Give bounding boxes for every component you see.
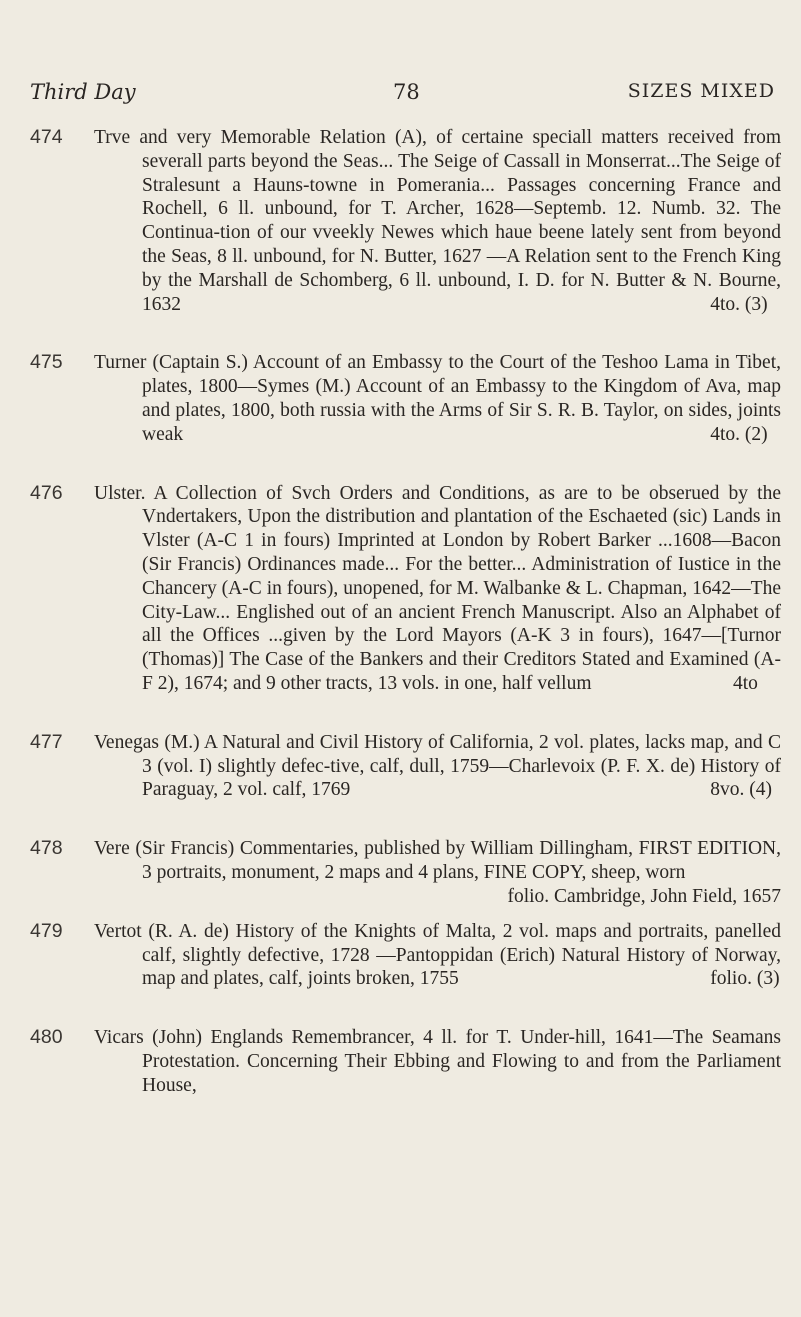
page-header bbox=[30, 80, 775, 112]
lot-text: Vere (Sir Francis) Commentaries, published by William Dillingham, FIRST EDITION, 3 portraits, monument, 2 maps and 4 plans, FINE COPY, sheep, worn bbox=[94, 838, 781, 883]
lot-format: 4to. (2) bbox=[710, 423, 768, 445]
lot-entry bbox=[30, 920, 781, 991]
lot-description bbox=[94, 731, 781, 802]
lot-entry bbox=[30, 482, 781, 696]
lot-entry bbox=[30, 126, 781, 316]
running-head-right: SIZES MIXED bbox=[627, 80, 775, 102]
lot-number: 478 bbox=[30, 837, 63, 860]
lot-number: 475 bbox=[30, 351, 63, 374]
lot-text: Trve and very Memorable Relation (A), of certaine speciall matters received from severall parts beyond the Seas... The Seige of Cassall in Monserrat...The Seige of Stralesunt a Hauns-towne in Pomerania... Passages concerning France and Rochell, 6 ll. unbound, for T. Archer, 1628—Septemb. 12. Numb. 32. The Continua-tion of our vveekly Newes which haue beene lately sent from beyond the Seas, 8 ll. unbound, for N. Butter, 1627 —A Relation sent to the French King by the Marshall de Schomberg, 6 ll. unbound, I. D. for N. Butter & N. Bourne, 1632 bbox=[94, 127, 781, 315]
lot-format: folio. (3) bbox=[710, 968, 780, 990]
lot-format: folio. Cambridge, John Field, 1657 bbox=[507, 885, 781, 907]
page-number: 78 bbox=[393, 80, 420, 104]
lot-entry bbox=[30, 837, 781, 907]
lot-number: 480 bbox=[30, 1026, 63, 1049]
lot-entry bbox=[30, 731, 781, 802]
lot-entry bbox=[30, 1026, 781, 1097]
lot-text: Venegas (M.) A Natural and Civil History of California, 2 vol. plates, lacks map, and C 3 (vol. I) slightly defec-tive, calf, dull, 1759—Charlevoix (P. F. X. de) History of Paraguay, 2 vol. calf, 1769 bbox=[94, 731, 781, 801]
lot-text: Vicars (John) Englands Remembrancer, 4 ll. for T. Under-hill, 1641—The Seamans Protestation. Concerning Their Ebbing and Flowing to and from the Parliament House, bbox=[94, 1027, 781, 1096]
lot-number: 479 bbox=[30, 919, 63, 942]
lot-description bbox=[94, 920, 781, 991]
running-head-left: Third Day bbox=[30, 80, 136, 104]
lot-text: Ulster. A Collection of Svch Orders and Conditions, as are to be obserued by the Vndertakers, Upon the distribution and plantation of the Eschaeted (sic) Lands in Vlster (A-C 1 in fours) Imprinted at London by Robert Barker ...1608—Bacon (Sir Francis) Ordinances made... For the better... Administration of Iustice in the Chancery (A-C in fours), unopened, for M. Walbanke & L. Chapman, 1642—The City-Law... Englished out of an ancient French Manuscript. Also an Alphabet of all the Offices ...given by the Lord Mayors (A-K 3 in fours), 1647—[Turnor (Thomas)] The Case of the Bankers and their Creditors Stated and Examined (A-F 2), 1674; and 9 other tracts, 13 vols. in one, half vellum bbox=[94, 482, 781, 694]
lot-entry bbox=[30, 351, 781, 446]
lot-description bbox=[94, 482, 781, 696]
lot-description bbox=[94, 837, 781, 907]
lot-text: Vertot (R. A. de) History of the Knights of Malta, 2 vol. maps and portraits, panelled calf, slightly defective, 1728 —Pantoppidan (Erich) Natural History of Norway, map and plates, calf, joints broken, 1755 bbox=[94, 920, 781, 990]
lot-number: 474 bbox=[30, 126, 63, 148]
lot-description bbox=[94, 126, 781, 316]
lot-number: 477 bbox=[30, 730, 63, 753]
lot-description bbox=[94, 1026, 781, 1097]
lot-list bbox=[30, 126, 781, 1133]
lot-description bbox=[94, 351, 781, 446]
lot-text: Turner (Captain S.) Account of an Embassy to the Court of the Teshoo Lama in Tibet, plates, 1800—Symes (M.) Account of an Embassy to the Kingdom of Ava, map and plates, 1800, both russia with the Arms of Sir S. R. B. Taylor, on sides, joints weak bbox=[94, 352, 781, 445]
lot-format: 8vo. (4) bbox=[710, 779, 772, 801]
lot-format: 4to bbox=[733, 672, 758, 694]
lot-format: 4to. (3) bbox=[710, 293, 768, 315]
lot-number: 476 bbox=[30, 481, 63, 504]
